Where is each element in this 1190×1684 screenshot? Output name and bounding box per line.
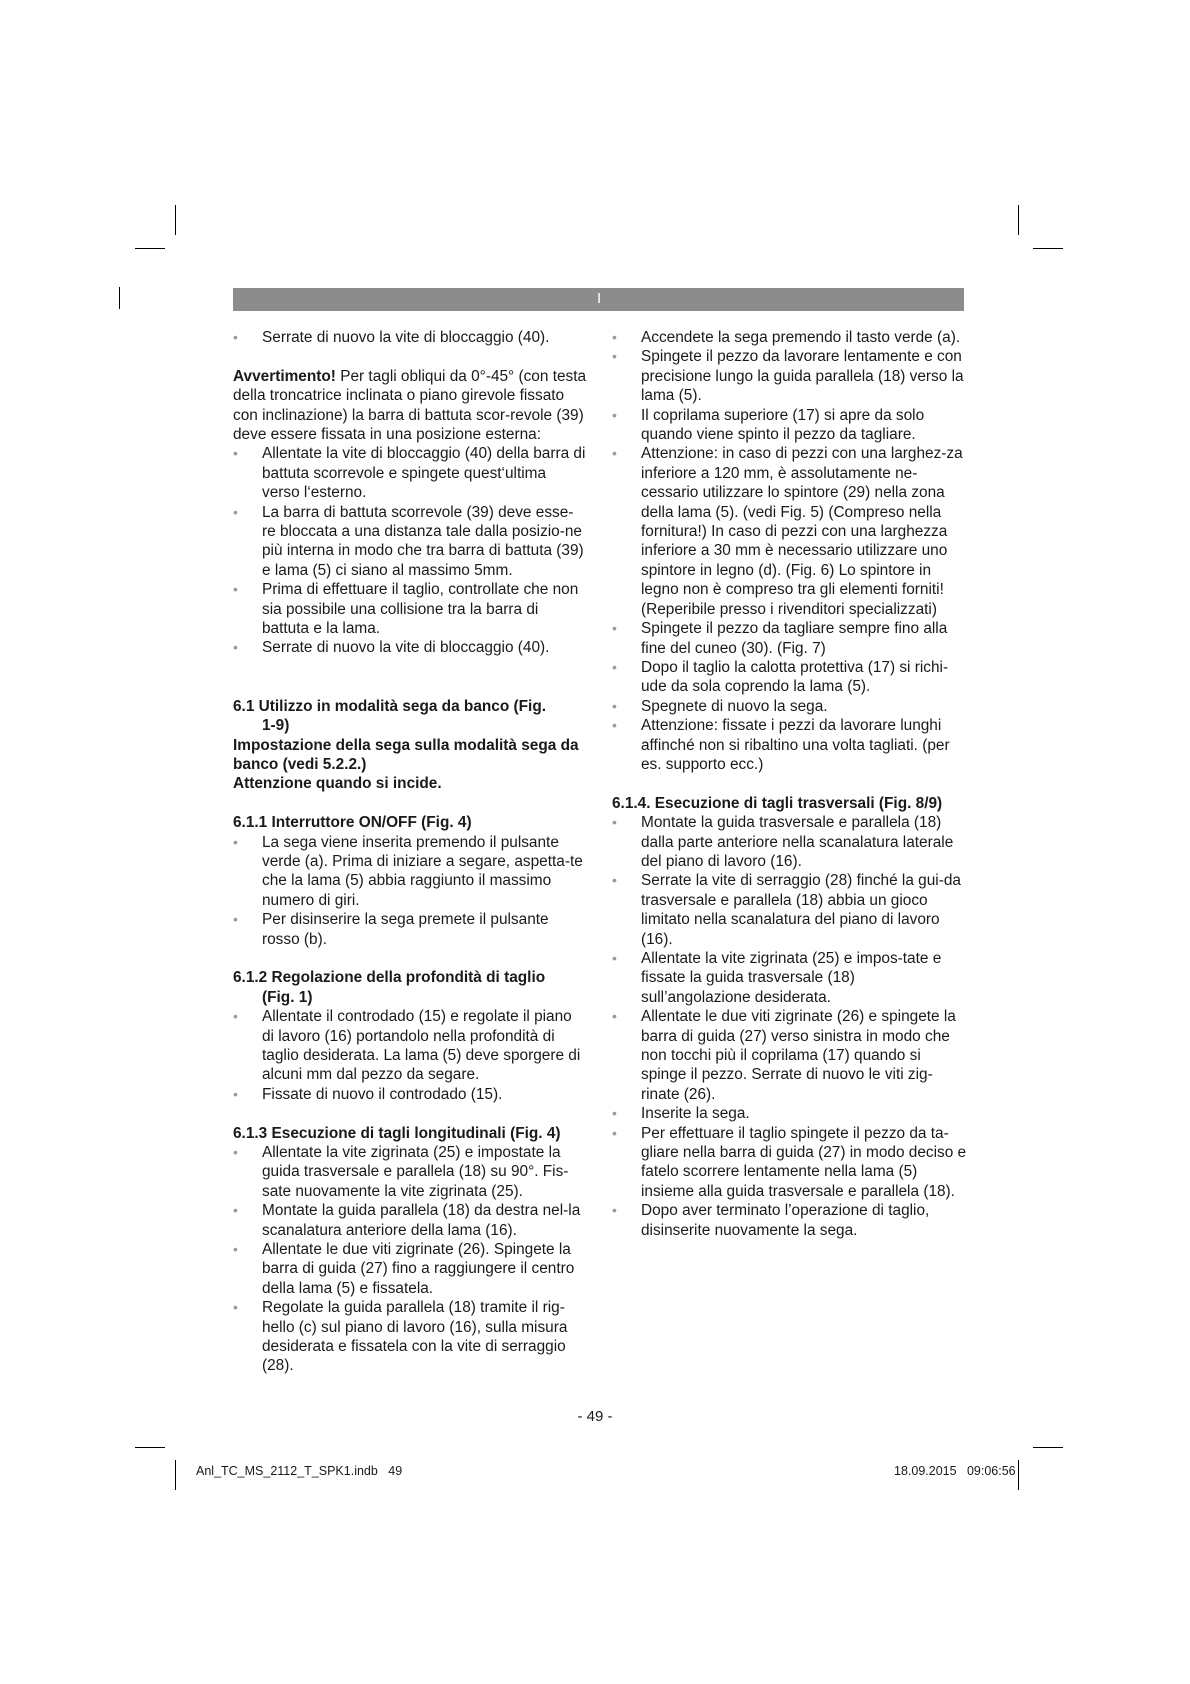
list-item: • Il coprilama superiore (17) si apre da solo quando viene spinto il pezzo da tagliare. [612, 406, 968, 445]
crop-mark [135, 248, 165, 249]
footer-timestamp: 18.09.2015 09:06:56 [894, 1464, 1016, 1478]
crop-mark [175, 205, 176, 235]
section-heading-6-1-2 [233, 968, 587, 1007]
list-item: • Spingete il pezzo da lavorare lentamente e con precisione lungo la guida parallela (18) verso la lama (5). [612, 347, 968, 405]
page-number: - 49 - [577, 1408, 613, 1425]
heading-line: 1-9) [262, 717, 290, 735]
list-item: • Allentate le due viti zigrinate (26) e spingete la barra di guida (27) verso sinistra in modo che non tocchi più il coprilama (17) quando si spinge il pezzo. Serrate di nuovo le viti zig-rinate (26). [612, 1007, 968, 1104]
list-item: • La sega viene inserita premendo il pulsante verde (a). Prima di iniziare a segare, aspetta-te che la lama (5) abbia raggiunto il massimo numero di giri. [233, 833, 587, 911]
section-heading-6-1-4: 6.1.4. Esecuzione di tagli trasversali (Fig. 8/9) [612, 794, 943, 812]
list-item: • Spegnete di nuovo la sega. [612, 697, 968, 716]
crop-mark [1018, 1460, 1019, 1490]
list-item: • Fissate di nuovo il controdado (15). [233, 1085, 587, 1104]
language-code: I [597, 290, 602, 307]
section-heading-6-1 [233, 697, 587, 736]
language-header-bar [233, 288, 964, 311]
crop-mark [1033, 248, 1063, 249]
list-item: • Regolate la guida parallela (18) tramite il rig-hello (c) sul piano di lavoro (16), sulla misura desiderata e fissatela con la vite di serraggio (28). [233, 1298, 587, 1376]
list-item: • Prima di effettuare il taglio, controllate che non sia possibile una collisione tra la barra di battuta e la lama. [233, 580, 587, 638]
list-item: • Dopo il taglio la calotta protettiva (17) si richi-ude da sola coprendo la lama (5). [612, 658, 968, 697]
list-item: • Per effettuare il taglio spingete il pezzo da ta-gliare nella barra di guida (27) in modo deciso e fatelo scorrere lentamente nella lama (5) insieme alla guida trasversale e parallela (18). [612, 1124, 968, 1202]
right-column [612, 328, 968, 1240]
list-item: • Allentate le due viti zigrinate (26). Spingete la barra di guida (27) fino a raggiungere il centro della lama (5) e fissatela. [233, 1240, 587, 1298]
crop-mark [119, 287, 120, 309]
list-item: • Serrate la vite di serraggio (28) finché la gui-da trasversale e parallela (18) abbia un gioco limitato nella scanalatura del piano di lavoro (16). [612, 871, 968, 949]
list-item: • Attenzione: in caso di pezzi con una larghez-za inferiore a 120 mm, è assolutamente ne-cessario utilizzare lo spintore (29) nella zona della lama (5). (vedi Fig. 5) (Compreso nella fornitura!) In caso di pezzi con una larghezza inferiore a 30 mm è necessario utilizzare uno spintore in legno (d). (Fig. 6) Lo spintore in legno non è compreso tra gli elementi forniti! (Reperibile presso i rivenditori specializzati) [612, 444, 968, 619]
footer-filename: Anl_TC_MS_2112_T_SPK1.indb 49 [196, 1464, 403, 1478]
list-item: • Serrate di nuovo la vite di bloccaggio (40). [233, 638, 587, 657]
list-item: • Allentate la vite di bloccaggio (40) della barra di battuta scorrevole e spingete quest‘ultima verso l‘esterno. [233, 444, 587, 502]
list-item: • La barra di battuta scorrevole (39) deve esse-re bloccata a una distanza tale dalla posizio-ne più interna in modo che tra barra di battuta (39) e lama (5) ci siano al massimo 5mm. [233, 503, 587, 581]
heading-line: 6.1 Utilizzo in modalità sega da banco (Fig. [233, 697, 546, 715]
list-item: • Serrate di nuovo la vite di bloccaggio (40). [233, 328, 587, 347]
crop-mark [1033, 1447, 1063, 1448]
list-item: • Montate la guida parallela (18) da destra nel-la scanalatura anteriore della lama (16). [233, 1201, 587, 1240]
section-heading-6-1-3: 6.1.3 Esecuzione di tagli longitudinali (Fig. 4) [233, 1124, 561, 1142]
list-item: • Inserite la sega. [612, 1104, 968, 1123]
crop-mark [1018, 205, 1019, 235]
list-item: • Montate la guida trasversale e parallela (18) dalla parte anteriore nella scanalatura laterale del piano di lavoro (16). [612, 813, 968, 871]
heading-line: (Fig. 1) [262, 988, 313, 1006]
crop-mark [135, 1447, 165, 1448]
left-column [233, 328, 587, 1376]
list-item: • Spingete il pezzo da tagliare sempre fino alla fine del cuneo (30). (Fig. 7) [612, 619, 968, 658]
crop-mark [175, 1460, 176, 1490]
section-heading-6-1-1: 6.1.1 Interruttore ON/OFF (Fig. 4) [233, 814, 472, 832]
warning-label: Avvertimento! [233, 367, 336, 385]
list-item: • Allentate il controdado (15) e regolate il piano di lavoro (16) portandolo nella profondità di taglio desiderata. La lama (5) deve sporgere di alcuni mm dal pezzo da segare. [233, 1007, 587, 1085]
warning-text: Per tagli obliqui da 0°-45° (con testa della troncatrice inclinata o piano girevole fissato con inclinazione) la barra di battuta scor-revole (39) deve essere fissata in una posizione esterna: [233, 367, 587, 444]
heading-line: 6.1.2 Regolazione della profondità di taglio [233, 969, 546, 987]
list-item: • Allentate la vite zigrinata (25) e impos-tate e fissate la guida trasversale (18) sull’angolazione desiderata. [612, 949, 968, 1007]
list-item: • Attenzione: fissate i pezzi da lavorare lunghi affinché non si ribaltino una volta tagliati. (per es. supporto ecc.) [612, 716, 968, 774]
subheading: Impostazione della sega sulla modalità sega da banco (vedi 5.2.2.) [233, 736, 579, 773]
subheading: Attenzione quando si incide. [233, 775, 442, 793]
list-item: • Allentate la vite zigrinata (25) e impostate la guida trasversale e parallela (18) su 90°. Fis-sate nuovamente la vite zigrinata (25). [233, 1143, 587, 1201]
warning-paragraph [233, 367, 587, 445]
list-item: • Dopo aver terminato l’operazione di taglio, disinserite nuovamente la sega. [612, 1201, 968, 1240]
list-item: • Accendete la sega premendo il tasto verde (a). [612, 328, 968, 347]
list-item: • Per disinserire la sega premete il pulsante rosso (b). [233, 910, 587, 949]
